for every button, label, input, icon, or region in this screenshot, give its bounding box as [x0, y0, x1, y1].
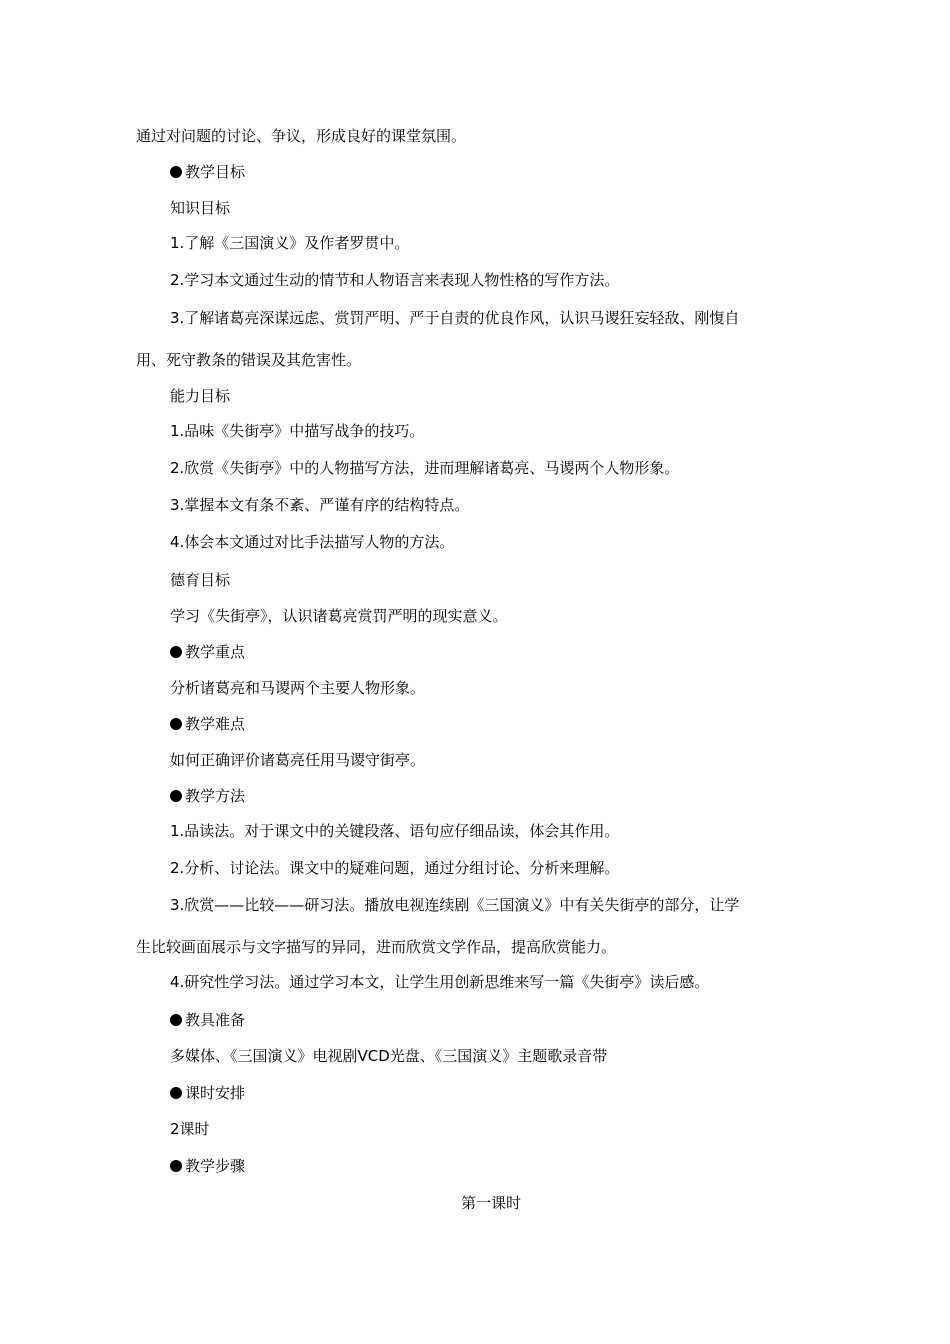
section-heading-steps: 教学步骤 [170, 1156, 245, 1176]
section-heading-key-points: 教学重点 [170, 642, 245, 662]
bullet-dot-icon [170, 1087, 182, 1099]
list-item: 3.掌握本文有条不紊、严谨有序的结构特点。 [170, 496, 470, 514]
subheading-knowledge-goals: 知识目标 [170, 199, 231, 217]
paragraph-text: 学习《失街亭》，认识诸葛亮赏罚严明的现实意义。 [170, 607, 508, 625]
bullet-dot-icon [170, 1014, 182, 1026]
bullet-dot-icon [170, 1160, 182, 1172]
bullet-dot-icon [170, 646, 182, 658]
paragraph-text: 2课时 [170, 1120, 210, 1138]
section-heading-schedule: 课时安排 [170, 1083, 245, 1103]
list-item-continuation: 用、死守教条的错误及其危害性。 [136, 351, 362, 369]
lesson-title: 第一课时 [460, 1194, 521, 1212]
list-item: 4.研究性学习法。通过学习本文，让学生用创新思维来写一篇《失街亭》读后感。 [170, 973, 710, 991]
paragraph-text: 多媒体、《三国演义》电视剧VCD光盘、《三国演义》主题歌录音带 [170, 1047, 608, 1065]
subheading-moral-goals: 德育目标 [170, 571, 231, 589]
list-item: 2.分析、讨论法。课文中的疑难问题，通过分组讨论、分析来理解。 [170, 859, 620, 877]
subheading-ability-goals: 能力目标 [170, 387, 231, 405]
list-item: 1.品味《失街亭》中描写战争的技巧。 [170, 422, 425, 440]
bullet-dot-icon [170, 790, 182, 802]
list-item: 3.了解诸葛亮深谋远虑、赏罚严明、严于自责的优良作风，认识马谡狂妄轻敌、刚愎自 [170, 309, 740, 327]
section-heading-teaching-goals: 教学目标 [170, 162, 245, 182]
list-item: 3.欣赏——比较——研习法。播放电视连续剧《三国演义》中有关失街亭的部分，让学 [170, 896, 740, 914]
list-item: 1.了解《三国演义》及作者罗贯中。 [170, 234, 410, 252]
bullet-dot-icon [170, 166, 182, 178]
paragraph-text: 分析诸葛亮和马谡两个主要人物形象。 [170, 679, 426, 697]
list-item: 1.品读法。对于课文中的关键段落、语句应仔细品读，体会其作用。 [170, 822, 620, 840]
section-heading-teaching-aids: 教具准备 [170, 1010, 245, 1030]
section-heading-methods: 教学方法 [170, 786, 245, 806]
list-item-continuation: 生比较画面展示与文字描写的异同，进而欣赏文学作品，提高欣赏能力。 [136, 938, 617, 956]
list-item: 2.欣赏《失街亭》中的人物描写方法，进而理解诸葛亮、马谡两个人物形象。 [170, 459, 680, 477]
paragraph-text: 如何正确评价诸葛亮任用马谡守街亭。 [170, 751, 426, 769]
paragraph-text: 通过对问题的讨论、争议，形成良好的课堂氛围。 [136, 127, 467, 145]
section-heading-difficulties: 教学难点 [170, 714, 245, 734]
bullet-dot-icon [170, 718, 182, 730]
list-item: 2.学习本文通过生动的情节和人物语言来表现人物性格的写作方法。 [170, 271, 620, 289]
list-item: 4.体会本文通过对比手法描写人物的方法。 [170, 533, 455, 551]
